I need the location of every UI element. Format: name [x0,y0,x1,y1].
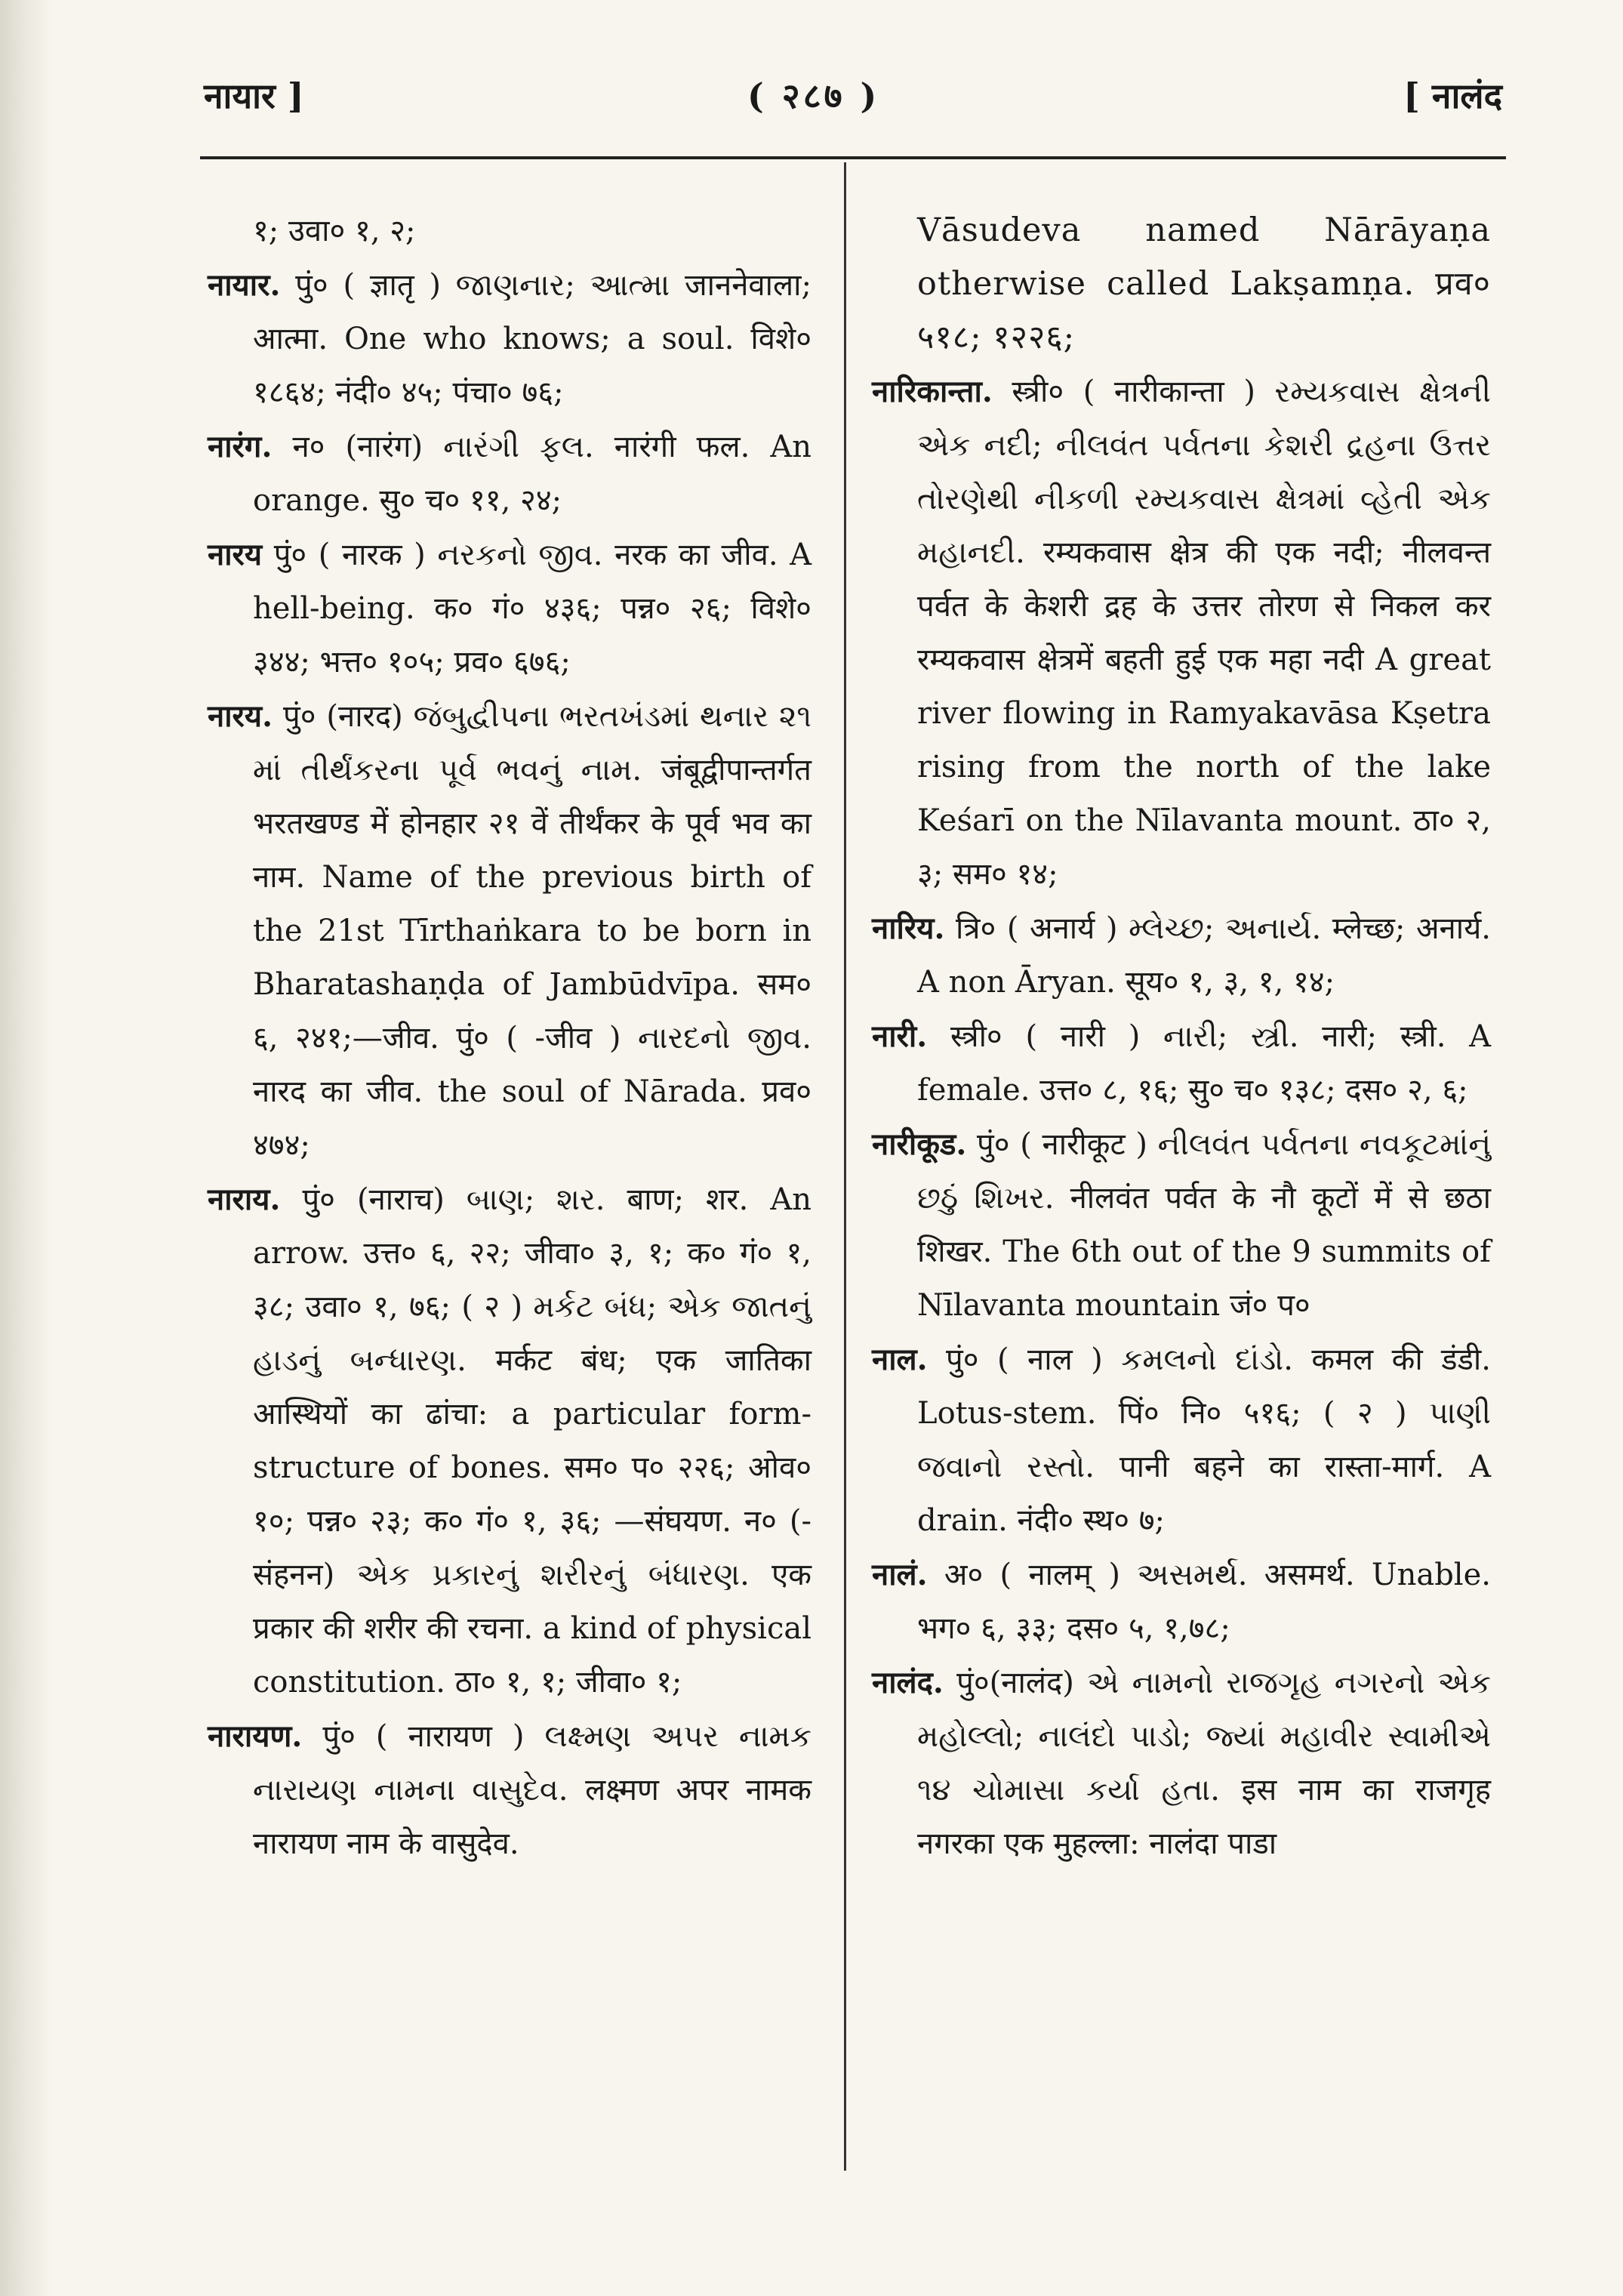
entry-body: पुं० (नाराच) બાણ; શર. बाण; शर. An arrow. उत्त० ६, २२; जीवा० ३, १; क० गं० १, ३८; उवा० १, ७६; ( २ ) મર્કટ બંધ; એક જાતનું હાડનું બન્ધારણ. मर्कट बंध; एक जातिका आस्थियों का ढांचा: a particular form-structure of bones. सम० प० २२६; ओव० १०; पन्न० २३; क० गं० १, ३६; —संघयण. न० (-संहनन) એક પ્રકારનું શરીરનું બંધારણ. एक प्रकार की शरीर की रचना. a kind of physical constitution. ठा० १, १; जीवा० १; [253,1182,812,1700]
entry-headword: नारीकूड. [872,1126,967,1162]
entry-body: स्त्री० ( नारी ) નારી; સ્ત્રી. नारी; स्त्री. A female. उत्त० ८, १६; सु० च० १३८; दस० २, ६; [917,1019,1492,1108]
entry-body: पुं० ( ज्ञातृ ) જાણનાર; આત્મા जाननेवाला; आत्मा. One who knows; a soul. विशे० १८६४; नंदी० ४५; पंचा० ७६; [253,268,812,410]
dictionary-entry [208,258,812,420]
dictionary-entry [872,1656,1491,1871]
entry-headword: नारंग. [208,429,273,464]
entry-headword: नायार. [208,267,281,303]
entry-body: न० (नारंग) નારંગી ફલ. नारंगी फल. An orange. सु० च० ११, २४; [253,430,812,518]
dictionary-entry: १; उवा० १, २; [253,214,416,248]
right-column [872,204,1491,1871]
entry-headword: नारिय. [872,911,945,946]
dictionary-entry [872,1333,1491,1548]
entry-body: स्त्री० ( नारीकान्ता ) રમ્યકવાસ ક્ષેત્રની એક નદી; નીલવંત પર્વતના કેશરી દ્રહના ઉત્તર તોરણેથી નીકળી રમ્યકવાસ ક્ષેત્રમાં વ્હેતી એક મહાનદી. रम्यकवास क्षेत्र की एक नदी; नीलवन्त पर्वत के केशरी द्रह के उत्तर तोरण से निकल कर रम्यकवास क्षेत्रमें बहती हुई एक महा नदी A great river flowing in Ramyakavāsa Kṣetra rising from the north of the lake Keśarī on the Nīlavanta mount. ठा० २, ३; सम० १४; [917,374,1491,892]
entry-body: त्रि० ( अनार्य ) મ્લેચ્છ; અનાર્ય. म्लेच्छ; अनार्य. A non Āryan. सूय० १, ३, १, १४; [917,911,1492,1000]
dictionary-entry [208,689,812,1173]
column-divider [844,162,846,2171]
page-number: ( २८७ ) [747,76,880,116]
entry-headword: नारिकान्ता. [872,374,993,409]
dictionary-entry [872,1548,1491,1656]
header-rule [200,156,1506,159]
page-header [204,72,1502,132]
left-column [208,204,812,1871]
header-right-guideword: [ नालंद [1403,76,1502,116]
entry-body: पुं० ( नाल ) કમલનો દાંડો. कमल की डंडी. Lotus-stem. पिं० नि० ५१६; ( २ ) પાણી જવાનો રસ્તો. पानी बहने का रास्ता-मार्ग. A drain. नंदी० स्थ० ७; [917,1342,1491,1538]
scan-edge-shadow [0,0,53,2296]
entry-body: पुं० ( नारीकूट ) નીલવંત પર્વતના નવકૂટમાંનું છઠું શિખર. नीलवंत पर्वत के नौ कूटों में से छठा शिखर. The 6th out of the 9 summits of Nīlavanta mountain जं० प० [917,1127,1491,1323]
entry-headword: नाराय. [208,1182,281,1217]
header-left-guideword: नायार ] [204,76,304,116]
entry-headword: नारय. [208,698,273,734]
dictionary-entry [208,1709,812,1871]
dictionary-entry [872,1117,1491,1333]
dictionary-entry: Vāsudeva named Nārāyaṇa otherwise called Lakṣamṇa. प्रव० ५१८; १२२६; [917,211,1491,356]
entry-body: पुं० ( नारायण ) લક્ષ્મણ અપર નામક નારાયણ નામના વાસુદેવ. लक्ष्मण अपर नामक नारायण नाम के वासुदेव. [253,1719,812,1861]
entry-headword: नालंद. [872,1665,944,1700]
entry-headword: नारायण. [208,1718,303,1754]
dictionary-entry [208,528,812,689]
entry-headword: नारय [208,537,263,572]
dictionary-entry [208,1173,812,1709]
dictionary-entry [208,420,812,528]
entry-body: पुं० ( नारक ) નરકનો જીવ. नरक का जीव. A hell-being. क० गं० ४३६; पन्न० २६; विशे० ३४४; भत्त० १०५; प्रव० ६७६; [253,538,812,680]
entry-body: पुं० (नारद) જંબુદ્વીપના ભરતખંડમાં થનાર ૨૧ માં તીર્થંકરના પૂર્વ ભવનું નામ. जंबूद्वीपान्तर्गत भरतखण्ड में होनहार २१ वें तीर्थंकर के पूर्व भव का नाम. Name of the previous birth of the 21st Tīrthaṅkara to be born in Bharatashaṇḍa of Jambūdvīpa. सम० ६, २४१;—जीव. पुं० ( -जीव ) નારદનો જીવ. नारद का जीव. the soul of Nārada. प्रव० ४७४; [253,699,812,1163]
entry-headword: नारी. [872,1019,928,1054]
dictionary-entry [872,365,1491,901]
entry-headword: नाल. [872,1342,928,1377]
entry-body: अ० ( नालम् ) અસમર્થ. असमर्थ. Unable. भग० ६, ३३; दस० ५, १,७८; [917,1558,1491,1646]
dictionary-entry [872,1009,1491,1117]
entry-body: पुं०(नालंद) એ નામનો રાજગૃહ નગરનો એક મહોલ્લો; નાલંદો પાડો; જ્યાં મહાવીર સ્વામીએ ૧૪ ચોમાસા કર્યા હતા. इस नाम का राजगृह नगरका एक मुहल्ला: नालंदा पाडा [917,1666,1491,1861]
entry-headword: नालं. [872,1557,928,1592]
dictionary-entry [872,901,1491,1009]
